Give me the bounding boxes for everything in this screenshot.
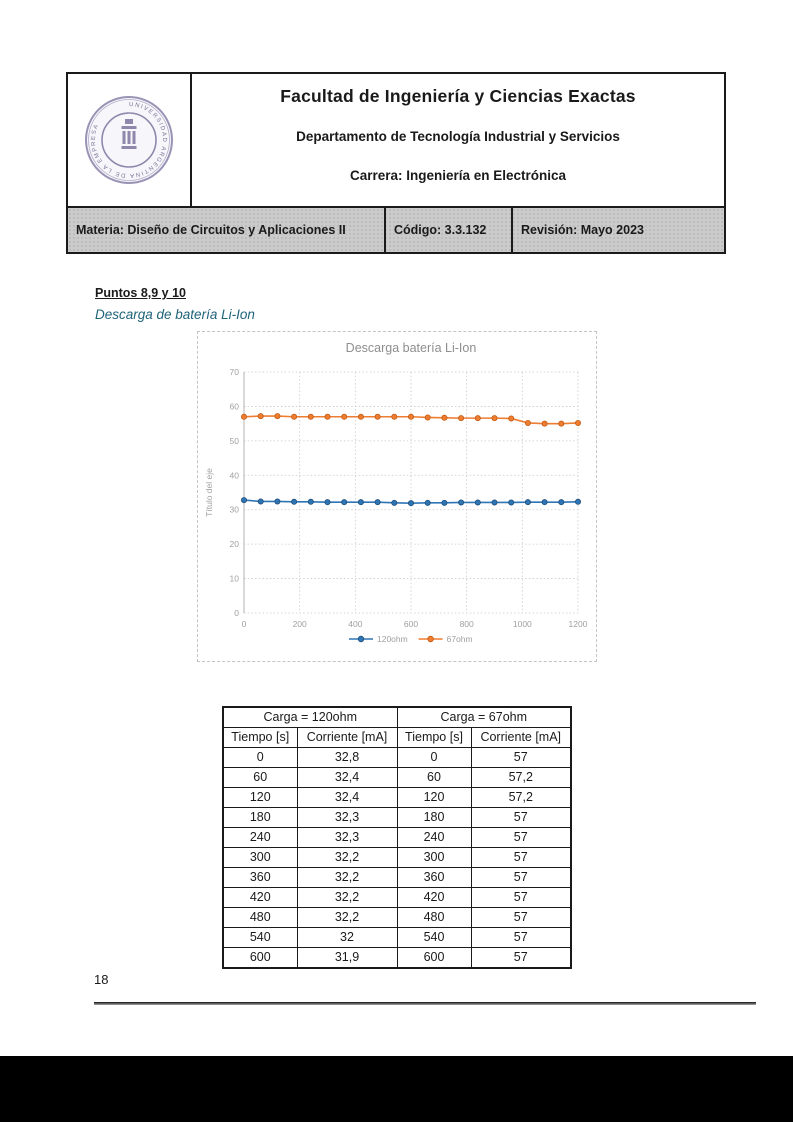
svg-text:0: 0: [241, 619, 247, 629]
footer-rule: [94, 1002, 756, 1005]
table-cell: 360: [397, 868, 471, 888]
table-cell: 600: [223, 948, 297, 969]
table-cell: 32,3: [297, 828, 397, 848]
svg-text:70: 70: [229, 367, 239, 377]
table-cell: 120: [397, 788, 471, 808]
table-row: [223, 888, 571, 908]
svg-text:67ohm: 67ohm: [446, 634, 473, 644]
svg-text:40: 40: [229, 470, 239, 481]
section-heading: Puntos 8,9 y 10: [95, 286, 187, 300]
col-header-corriente-2: Corriente [mA]: [471, 728, 571, 748]
faculty-title: Facultad de Ingeniería y Ciencias Exactas: [280, 86, 636, 106]
table-row: [223, 868, 571, 888]
table-cell: 540: [397, 928, 471, 948]
table-row: [223, 828, 571, 848]
svg-text:Título del eje: Título del eje: [204, 468, 214, 517]
table-row: [223, 948, 571, 969]
col-header-tiempo-1: Tiempo [s]: [223, 728, 297, 748]
svg-text:20: 20: [229, 539, 239, 550]
svg-text:120ohm: 120ohm: [377, 634, 408, 644]
svg-text:200: 200: [292, 619, 307, 629]
table-cell: 420: [223, 888, 297, 908]
table-cell: 32,2: [297, 848, 397, 868]
table-cell: 57: [471, 908, 571, 928]
section-subheading: Descarga de batería Li-Ion: [95, 307, 255, 322]
data-table: [222, 706, 572, 969]
table-cell: 32,8: [297, 748, 397, 768]
col-header-corriente-1: Corriente [mA]: [297, 728, 397, 748]
table-cell: 0: [397, 748, 471, 768]
svg-text:400: 400: [348, 619, 363, 629]
col-header-tiempo-2: Tiempo [s]: [397, 728, 471, 748]
table-cell: 60: [223, 768, 297, 788]
table-cell: 57: [471, 888, 571, 908]
table-cell: 32,3: [297, 808, 397, 828]
table-column-header-row: [223, 728, 571, 748]
table-group-header-row: [223, 707, 571, 728]
table-cell: 32,2: [297, 908, 397, 928]
table-cell: 57: [471, 828, 571, 848]
table-row: [223, 908, 571, 928]
svg-text:10: 10: [229, 573, 239, 584]
table-cell: 0: [223, 748, 297, 768]
table-cell: 180: [397, 808, 471, 828]
materia-cell: Materia: Diseño de Circuitos y Aplicaciones II: [68, 208, 386, 252]
revision-cell: Revisión: Mayo 2023: [521, 223, 644, 237]
table-cell: 32: [297, 928, 397, 948]
table-cell: 420: [397, 888, 471, 908]
table-cell: 32,2: [297, 888, 397, 908]
svg-text:1200: 1200: [568, 619, 588, 629]
table-cell: 600: [397, 948, 471, 969]
table-cell: 120: [223, 788, 297, 808]
department-subtitle: Departamento de Tecnología Industrial y Servicios: [296, 129, 620, 144]
header-text-cell: [192, 74, 724, 206]
table-cell: 57,2: [471, 788, 571, 808]
header-bottom-row: [68, 208, 724, 252]
table-cell: 60: [397, 768, 471, 788]
university-seal-icon: [82, 93, 176, 187]
table-cell: 540: [223, 928, 297, 948]
svg-text:50: 50: [229, 435, 239, 446]
svg-text:Descarga batería Li-Ion: Descarga batería Li-Ion: [345, 341, 477, 355]
table-cell: 57: [471, 848, 571, 868]
table-row: [223, 848, 571, 868]
header-box: [66, 72, 726, 254]
table-cell: 57: [471, 808, 571, 828]
discharge-chart-svg: [198, 332, 596, 661]
svg-text:600: 600: [403, 619, 419, 629]
group-header-67ohm: Carga = 67ohm: [397, 707, 571, 728]
svg-text:800: 800: [459, 619, 474, 629]
svg-text:0: 0: [234, 608, 239, 618]
table-row: [223, 748, 571, 768]
table-cell: 57: [471, 868, 571, 888]
table-row: [223, 788, 571, 808]
table-cell: 57: [471, 928, 571, 948]
bottom-black-bar: [0, 1056, 793, 1122]
table-cell: 57: [471, 948, 571, 969]
table-row: [223, 928, 571, 948]
svg-text:30: 30: [229, 504, 239, 515]
header-top-row: [68, 74, 724, 208]
table-cell: 300: [223, 848, 297, 868]
seal-text: UNIVERSIDAD ARGENTINA DE LA EMPRESA: [90, 101, 167, 179]
table-cell: 240: [397, 828, 471, 848]
table-row: [223, 808, 571, 828]
table-cell: 32,4: [297, 788, 397, 808]
table-cell: 32,4: [297, 768, 397, 788]
table-cell: 32,2: [297, 868, 397, 888]
page-number: 18: [94, 972, 109, 987]
table-cell: 31,9: [297, 948, 397, 969]
career-subtitle: Carrera: Ingeniería en Electrónica: [349, 168, 567, 183]
table-cell: 480: [397, 908, 471, 928]
table-cell: 360: [223, 868, 297, 888]
codigo-cell: Código: 3.3.132: [386, 208, 513, 252]
group-header-120ohm: Carga = 120ohm: [223, 707, 397, 728]
logo-cell: [68, 74, 192, 206]
table-cell: 240: [223, 828, 297, 848]
table-cell: 57,2: [471, 768, 571, 788]
table-cell: 300: [397, 848, 471, 868]
table-cell: 180: [223, 808, 297, 828]
svg-text:60: 60: [229, 401, 239, 412]
line-chart: [197, 331, 597, 662]
svg-text:1000: 1000: [512, 619, 532, 629]
table-cell: 480: [223, 908, 297, 928]
table-row: [223, 768, 571, 788]
table-cell: 57: [471, 748, 571, 768]
